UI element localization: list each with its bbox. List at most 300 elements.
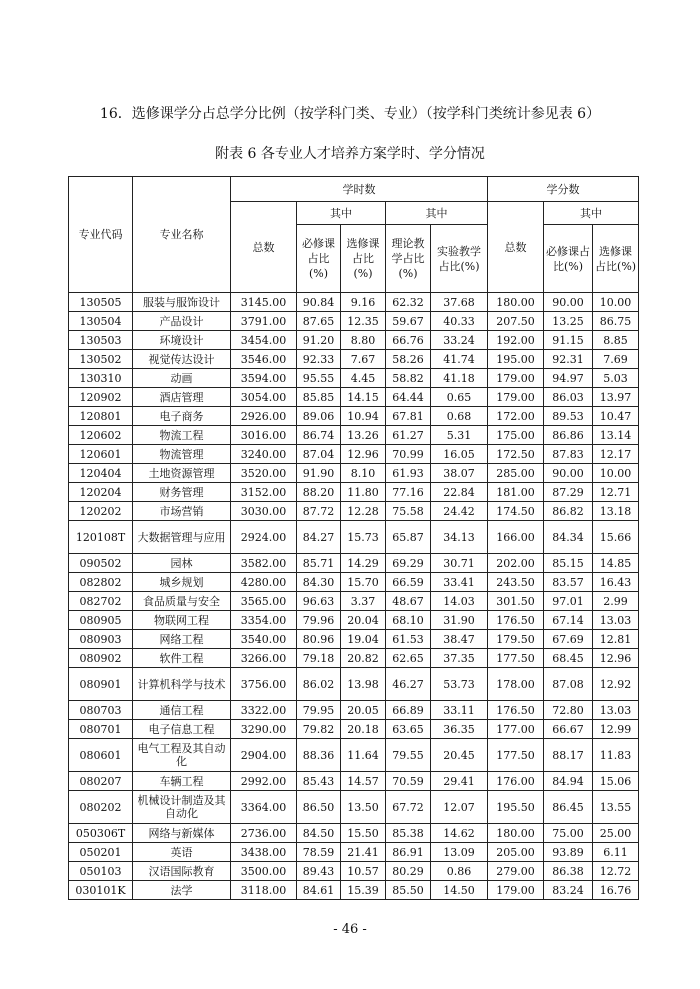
cell-lab: 40.33 bbox=[431, 312, 488, 331]
header-total-hours: 总数 bbox=[231, 202, 297, 293]
table-row bbox=[69, 649, 639, 668]
cell-lab: 0.65 bbox=[431, 388, 488, 407]
header-elective-credits: 选修课占比(%) bbox=[593, 225, 639, 293]
cell-theory: 77.16 bbox=[386, 483, 431, 502]
cell-elective-hours: 13.26 bbox=[341, 426, 386, 445]
cell-code: 130504 bbox=[69, 312, 133, 331]
cell-lab: 5.31 bbox=[431, 426, 488, 445]
cell-lab: 0.68 bbox=[431, 407, 488, 426]
cell-theory: 58.26 bbox=[386, 350, 431, 369]
cell-total-credits: 202.00 bbox=[488, 554, 544, 573]
cell-lab: 33.24 bbox=[431, 331, 488, 350]
cell-lab: 31.90 bbox=[431, 611, 488, 630]
cell-elective-hours: 15.39 bbox=[341, 881, 386, 900]
cell-name: 物联网工程 bbox=[133, 611, 231, 630]
cell-code: 120404 bbox=[69, 464, 133, 483]
cell-name: 大数据管理与应用 bbox=[133, 521, 231, 554]
cell-total-credits: 195.00 bbox=[488, 350, 544, 369]
cell-total-hours: 3016.00 bbox=[231, 426, 297, 445]
cell-elective-hours: 3.37 bbox=[341, 592, 386, 611]
cell-lab: 30.71 bbox=[431, 554, 488, 573]
cell-name: 视觉传达设计 bbox=[133, 350, 231, 369]
cell-elective-credits: 13.03 bbox=[593, 611, 639, 630]
cell-elective-hours: 13.98 bbox=[341, 668, 386, 701]
table-row bbox=[69, 502, 639, 521]
cell-elective-credits: 2.99 bbox=[593, 592, 639, 611]
table-row bbox=[69, 772, 639, 791]
cell-total-hours: 3791.00 bbox=[231, 312, 297, 331]
cell-required-credits: 83.24 bbox=[544, 881, 593, 900]
cell-required-credits: 75.00 bbox=[544, 824, 593, 843]
cell-name: 财务管理 bbox=[133, 483, 231, 502]
table-row bbox=[69, 445, 639, 464]
header-total-credits: 总数 bbox=[488, 202, 544, 293]
cell-elective-credits: 12.71 bbox=[593, 483, 639, 502]
cell-required-credits: 13.25 bbox=[544, 312, 593, 331]
cell-elective-credits: 10.00 bbox=[593, 293, 639, 312]
cell-theory: 62.65 bbox=[386, 649, 431, 668]
cell-required-credits: 84.94 bbox=[544, 772, 593, 791]
cell-total-credits: 195.50 bbox=[488, 791, 544, 824]
cell-elective-credits: 12.96 bbox=[593, 649, 639, 668]
cell-theory: 67.81 bbox=[386, 407, 431, 426]
cell-required-credits: 72.80 bbox=[544, 701, 593, 720]
table-row bbox=[69, 791, 639, 824]
cell-elective-hours: 7.67 bbox=[341, 350, 386, 369]
cell-name: 英语 bbox=[133, 843, 231, 862]
cell-theory: 59.67 bbox=[386, 312, 431, 331]
cell-elective-hours: 20.82 bbox=[341, 649, 386, 668]
cell-code: 080901 bbox=[69, 668, 133, 701]
cell-total-hours: 3364.00 bbox=[231, 791, 297, 824]
cell-code: 130502 bbox=[69, 350, 133, 369]
table-row bbox=[69, 407, 639, 426]
cell-required-hours: 92.33 bbox=[297, 350, 341, 369]
cell-lab: 13.09 bbox=[431, 843, 488, 862]
header-of-which-teaching: 其中 bbox=[386, 202, 488, 225]
table-row bbox=[69, 388, 639, 407]
cell-required-credits: 91.15 bbox=[544, 331, 593, 350]
cell-code: 120202 bbox=[69, 502, 133, 521]
cell-required-hours: 88.36 bbox=[297, 739, 341, 772]
cell-lab: 38.07 bbox=[431, 464, 488, 483]
cell-required-hours: 84.61 bbox=[297, 881, 341, 900]
cell-code: 080902 bbox=[69, 649, 133, 668]
cell-elective-credits: 13.03 bbox=[593, 701, 639, 720]
cell-name: 园林 bbox=[133, 554, 231, 573]
cell-name: 市场营销 bbox=[133, 502, 231, 521]
table-row bbox=[69, 824, 639, 843]
cell-elective-credits: 16.43 bbox=[593, 573, 639, 592]
cell-code: 080202 bbox=[69, 791, 133, 824]
cell-required-hours: 85.43 bbox=[297, 772, 341, 791]
cell-elective-credits: 8.85 bbox=[593, 331, 639, 350]
cell-theory: 61.93 bbox=[386, 464, 431, 483]
cell-elective-credits: 14.85 bbox=[593, 554, 639, 573]
cell-lab: 24.42 bbox=[431, 502, 488, 521]
cell-elective-hours: 20.04 bbox=[341, 611, 386, 630]
cell-lab: 41.18 bbox=[431, 369, 488, 388]
cell-code: 050306T bbox=[69, 824, 133, 843]
cell-lab: 33.11 bbox=[431, 701, 488, 720]
cell-code: 030101K bbox=[69, 881, 133, 900]
cell-theory: 86.91 bbox=[386, 843, 431, 862]
cell-required-credits: 85.15 bbox=[544, 554, 593, 573]
cell-code: 120601 bbox=[69, 445, 133, 464]
cell-code: 130505 bbox=[69, 293, 133, 312]
cell-theory: 62.32 bbox=[386, 293, 431, 312]
cell-name: 城乡规划 bbox=[133, 573, 231, 592]
table-row bbox=[69, 573, 639, 592]
cell-total-hours: 3438.00 bbox=[231, 843, 297, 862]
cell-total-hours: 3594.00 bbox=[231, 369, 297, 388]
curriculum-table bbox=[68, 176, 639, 900]
table-row bbox=[69, 701, 639, 720]
header-hours-group: 学时数 bbox=[231, 177, 488, 202]
cell-required-hours: 86.50 bbox=[297, 791, 341, 824]
cell-required-credits: 87.83 bbox=[544, 445, 593, 464]
table-row bbox=[69, 554, 639, 573]
cell-lab: 20.45 bbox=[431, 739, 488, 772]
cell-elective-hours: 12.28 bbox=[341, 502, 386, 521]
cell-required-credits: 87.08 bbox=[544, 668, 593, 701]
cell-required-credits: 89.53 bbox=[544, 407, 593, 426]
table-row bbox=[69, 668, 639, 701]
table-row bbox=[69, 331, 639, 350]
cell-lab: 33.41 bbox=[431, 573, 488, 592]
cell-name: 软件工程 bbox=[133, 649, 231, 668]
cell-lab: 34.13 bbox=[431, 521, 488, 554]
cell-lab: 41.74 bbox=[431, 350, 488, 369]
cell-elective-hours: 10.57 bbox=[341, 862, 386, 881]
cell-required-credits: 66.67 bbox=[544, 720, 593, 739]
cell-total-hours: 3240.00 bbox=[231, 445, 297, 464]
cell-total-hours: 3145.00 bbox=[231, 293, 297, 312]
cell-total-hours: 2924.00 bbox=[231, 521, 297, 554]
cell-required-hours: 79.95 bbox=[297, 701, 341, 720]
cell-elective-hours: 15.70 bbox=[341, 573, 386, 592]
cell-elective-credits: 13.18 bbox=[593, 502, 639, 521]
cell-total-credits: 174.50 bbox=[488, 502, 544, 521]
header-lab: 实验教学占比(%) bbox=[431, 225, 488, 293]
cell-total-credits: 175.00 bbox=[488, 426, 544, 445]
cell-elective-credits: 86.75 bbox=[593, 312, 639, 331]
cell-total-hours: 3520.00 bbox=[231, 464, 297, 483]
cell-total-hours: 3565.00 bbox=[231, 592, 297, 611]
header-required-hours: 必修课占比(%) bbox=[297, 225, 341, 293]
cell-required-credits: 90.00 bbox=[544, 293, 593, 312]
cell-elective-credits: 12.99 bbox=[593, 720, 639, 739]
cell-theory: 85.38 bbox=[386, 824, 431, 843]
cell-required-credits: 88.17 bbox=[544, 739, 593, 772]
cell-required-hours: 91.90 bbox=[297, 464, 341, 483]
cell-total-hours: 3582.00 bbox=[231, 554, 297, 573]
cell-theory: 66.59 bbox=[386, 573, 431, 592]
cell-total-credits: 243.50 bbox=[488, 573, 544, 592]
cell-total-credits: 176.50 bbox=[488, 701, 544, 720]
cell-name: 食品质量与安全 bbox=[133, 592, 231, 611]
cell-total-hours: 4280.00 bbox=[231, 573, 297, 592]
cell-required-hours: 89.06 bbox=[297, 407, 341, 426]
cell-total-hours: 3546.00 bbox=[231, 350, 297, 369]
cell-theory: 63.65 bbox=[386, 720, 431, 739]
cell-total-credits: 179.50 bbox=[488, 630, 544, 649]
cell-lab: 16.05 bbox=[431, 445, 488, 464]
cell-elective-hours: 12.96 bbox=[341, 445, 386, 464]
cell-elective-credits: 25.00 bbox=[593, 824, 639, 843]
cell-lab: 36.35 bbox=[431, 720, 488, 739]
cell-theory: 70.59 bbox=[386, 772, 431, 791]
cell-elective-hours: 14.29 bbox=[341, 554, 386, 573]
cell-theory: 61.53 bbox=[386, 630, 431, 649]
cell-required-hours: 80.96 bbox=[297, 630, 341, 649]
cell-elective-hours: 20.18 bbox=[341, 720, 386, 739]
cell-total-credits: 207.50 bbox=[488, 312, 544, 331]
cell-elective-hours: 8.80 bbox=[341, 331, 386, 350]
cell-required-hours: 79.96 bbox=[297, 611, 341, 630]
cell-required-hours: 90.84 bbox=[297, 293, 341, 312]
cell-theory: 70.99 bbox=[386, 445, 431, 464]
cell-code: 120602 bbox=[69, 426, 133, 445]
cell-elective-credits: 16.76 bbox=[593, 881, 639, 900]
cell-total-hours: 3266.00 bbox=[231, 649, 297, 668]
cell-elective-hours: 4.45 bbox=[341, 369, 386, 388]
cell-theory: 67.72 bbox=[386, 791, 431, 824]
cell-elective-hours: 12.35 bbox=[341, 312, 386, 331]
header-code: 专业代码 bbox=[69, 177, 133, 293]
cell-name: 电子信息工程 bbox=[133, 720, 231, 739]
cell-required-hours: 79.18 bbox=[297, 649, 341, 668]
cell-total-credits: 192.00 bbox=[488, 331, 544, 350]
cell-elective-credits: 12.17 bbox=[593, 445, 639, 464]
cell-required-credits: 87.29 bbox=[544, 483, 593, 502]
cell-required-credits: 83.57 bbox=[544, 573, 593, 592]
cell-name: 环境设计 bbox=[133, 331, 231, 350]
cell-required-credits: 86.38 bbox=[544, 862, 593, 881]
cell-lab: 38.47 bbox=[431, 630, 488, 649]
cell-elective-hours: 10.94 bbox=[341, 407, 386, 426]
cell-required-credits: 86.03 bbox=[544, 388, 593, 407]
cell-elective-hours: 20.05 bbox=[341, 701, 386, 720]
cell-total-credits: 166.00 bbox=[488, 521, 544, 554]
cell-name: 网络工程 bbox=[133, 630, 231, 649]
cell-code: 050103 bbox=[69, 862, 133, 881]
cell-elective-hours: 11.64 bbox=[341, 739, 386, 772]
cell-total-hours: 3500.00 bbox=[231, 862, 297, 881]
cell-theory: 61.27 bbox=[386, 426, 431, 445]
page-number: - 46 - bbox=[333, 922, 367, 937]
cell-required-credits: 97.01 bbox=[544, 592, 593, 611]
cell-total-credits: 177.50 bbox=[488, 739, 544, 772]
cell-total-hours: 2926.00 bbox=[231, 407, 297, 426]
table-row bbox=[69, 739, 639, 772]
header-of-which-hours: 其中 bbox=[297, 202, 386, 225]
cell-required-credits: 92.31 bbox=[544, 350, 593, 369]
cell-code: 080905 bbox=[69, 611, 133, 630]
cell-elective-credits: 12.81 bbox=[593, 630, 639, 649]
cell-name: 土地资源管理 bbox=[133, 464, 231, 483]
header-of-which-credits: 其中 bbox=[544, 202, 639, 225]
cell-name: 法学 bbox=[133, 881, 231, 900]
cell-total-credits: 205.00 bbox=[488, 843, 544, 862]
cell-total-credits: 179.00 bbox=[488, 369, 544, 388]
cell-required-credits: 86.45 bbox=[544, 791, 593, 824]
cell-total-hours: 2736.00 bbox=[231, 824, 297, 843]
cell-theory: 65.87 bbox=[386, 521, 431, 554]
cell-required-hours: 88.20 bbox=[297, 483, 341, 502]
cell-elective-hours: 14.15 bbox=[341, 388, 386, 407]
cell-lab: 29.41 bbox=[431, 772, 488, 791]
cell-elective-credits: 7.69 bbox=[593, 350, 639, 369]
cell-total-credits: 177.50 bbox=[488, 649, 544, 668]
cell-lab: 0.86 bbox=[431, 862, 488, 881]
cell-name: 服装与服饰设计 bbox=[133, 293, 231, 312]
cell-lab: 22.84 bbox=[431, 483, 488, 502]
cell-name: 网络与新媒体 bbox=[133, 824, 231, 843]
cell-required-hours: 78.59 bbox=[297, 843, 341, 862]
cell-elective-credits: 6.11 bbox=[593, 843, 639, 862]
table-row bbox=[69, 862, 639, 881]
cell-total-hours: 3290.00 bbox=[231, 720, 297, 739]
cell-total-hours: 3540.00 bbox=[231, 630, 297, 649]
cell-elective-credits: 13.55 bbox=[593, 791, 639, 824]
table-row bbox=[69, 483, 639, 502]
cell-lab: 37.68 bbox=[431, 293, 488, 312]
cell-name: 酒店管理 bbox=[133, 388, 231, 407]
header-required-credits: 必修课占比(%) bbox=[544, 225, 593, 293]
cell-code: 130310 bbox=[69, 369, 133, 388]
cell-total-hours: 3118.00 bbox=[231, 881, 297, 900]
cell-name: 汉语国际教育 bbox=[133, 862, 231, 881]
cell-total-hours: 3030.00 bbox=[231, 502, 297, 521]
cell-total-hours: 3054.00 bbox=[231, 388, 297, 407]
table-row bbox=[69, 369, 639, 388]
cell-required-hours: 86.02 bbox=[297, 668, 341, 701]
cell-required-credits: 68.45 bbox=[544, 649, 593, 668]
cell-total-credits: 177.00 bbox=[488, 720, 544, 739]
cell-elective-hours: 9.16 bbox=[341, 293, 386, 312]
cell-required-credits: 90.00 bbox=[544, 464, 593, 483]
cell-required-hours: 84.30 bbox=[297, 573, 341, 592]
cell-theory: 58.82 bbox=[386, 369, 431, 388]
cell-name: 计算机科学与技术 bbox=[133, 668, 231, 701]
cell-theory: 64.44 bbox=[386, 388, 431, 407]
cell-code: 120204 bbox=[69, 483, 133, 502]
cell-required-hours: 87.04 bbox=[297, 445, 341, 464]
table-row bbox=[69, 521, 639, 554]
table-row bbox=[69, 464, 639, 483]
cell-elective-credits: 12.92 bbox=[593, 668, 639, 701]
cell-elective-credits: 15.06 bbox=[593, 772, 639, 791]
cell-total-credits: 172.00 bbox=[488, 407, 544, 426]
table-body bbox=[69, 293, 639, 900]
cell-elective-credits: 10.47 bbox=[593, 407, 639, 426]
cell-code: 082702 bbox=[69, 592, 133, 611]
cell-theory: 66.89 bbox=[386, 701, 431, 720]
cell-elective-hours: 21.41 bbox=[341, 843, 386, 862]
section-heading: 16．选修课学分占总学分比例（按学科门类、专业）（按学科门类统计参见表 6） bbox=[99, 106, 601, 122]
cell-required-hours: 96.63 bbox=[297, 592, 341, 611]
cell-code: 080601 bbox=[69, 739, 133, 772]
cell-code: 130503 bbox=[69, 331, 133, 350]
cell-elective-credits: 12.72 bbox=[593, 862, 639, 881]
cell-total-credits: 180.00 bbox=[488, 293, 544, 312]
cell-required-hours: 87.72 bbox=[297, 502, 341, 521]
cell-theory: 68.10 bbox=[386, 611, 431, 630]
cell-required-credits: 67.14 bbox=[544, 611, 593, 630]
table-row bbox=[69, 312, 639, 331]
cell-code: 050201 bbox=[69, 843, 133, 862]
header-theory: 理论教学占比(%) bbox=[386, 225, 431, 293]
cell-elective-credits: 13.97 bbox=[593, 388, 639, 407]
cell-total-credits: 285.00 bbox=[488, 464, 544, 483]
cell-name: 电子商务 bbox=[133, 407, 231, 426]
cell-code: 120108T bbox=[69, 521, 133, 554]
cell-required-hours: 87.65 bbox=[297, 312, 341, 331]
header-name: 专业名称 bbox=[133, 177, 231, 293]
cell-elective-credits: 10.00 bbox=[593, 464, 639, 483]
cell-required-credits: 67.69 bbox=[544, 630, 593, 649]
cell-theory: 80.29 bbox=[386, 862, 431, 881]
cell-required-credits: 86.82 bbox=[544, 502, 593, 521]
cell-theory: 48.67 bbox=[386, 592, 431, 611]
cell-name: 电气工程及其自动化 bbox=[133, 739, 231, 772]
cell-code: 080207 bbox=[69, 772, 133, 791]
cell-theory: 69.29 bbox=[386, 554, 431, 573]
cell-theory: 85.50 bbox=[386, 881, 431, 900]
cell-required-hours: 79.82 bbox=[297, 720, 341, 739]
cell-lab: 53.73 bbox=[431, 668, 488, 701]
cell-total-credits: 172.50 bbox=[488, 445, 544, 464]
cell-name: 车辆工程 bbox=[133, 772, 231, 791]
cell-theory: 79.55 bbox=[386, 739, 431, 772]
cell-code: 082802 bbox=[69, 573, 133, 592]
cell-required-hours: 86.74 bbox=[297, 426, 341, 445]
cell-theory: 46.27 bbox=[386, 668, 431, 701]
cell-total-hours: 3454.00 bbox=[231, 331, 297, 350]
cell-total-credits: 279.00 bbox=[488, 862, 544, 881]
cell-lab: 14.62 bbox=[431, 824, 488, 843]
cell-name: 产品设计 bbox=[133, 312, 231, 331]
cell-total-hours: 2992.00 bbox=[231, 772, 297, 791]
cell-required-hours: 84.27 bbox=[297, 521, 341, 554]
cell-required-hours: 85.85 bbox=[297, 388, 341, 407]
cell-elective-credits: 13.14 bbox=[593, 426, 639, 445]
table-row bbox=[69, 611, 639, 630]
cell-elective-hours: 11.80 bbox=[341, 483, 386, 502]
cell-total-credits: 176.50 bbox=[488, 611, 544, 630]
table-row bbox=[69, 881, 639, 900]
cell-total-credits: 178.00 bbox=[488, 668, 544, 701]
cell-theory: 75.58 bbox=[386, 502, 431, 521]
table-row bbox=[69, 843, 639, 862]
table-row bbox=[69, 630, 639, 649]
table-row bbox=[69, 293, 639, 312]
table-row bbox=[69, 592, 639, 611]
cell-code: 120801 bbox=[69, 407, 133, 426]
cell-code: 120902 bbox=[69, 388, 133, 407]
cell-code: 090502 bbox=[69, 554, 133, 573]
cell-code: 080703 bbox=[69, 701, 133, 720]
cell-required-hours: 85.71 bbox=[297, 554, 341, 573]
cell-required-credits: 84.34 bbox=[544, 521, 593, 554]
cell-total-hours: 3152.00 bbox=[231, 483, 297, 502]
cell-elective-hours: 14.57 bbox=[341, 772, 386, 791]
cell-total-credits: 179.00 bbox=[488, 388, 544, 407]
cell-total-hours: 3354.00 bbox=[231, 611, 297, 630]
table-row bbox=[69, 720, 639, 739]
cell-name: 物流管理 bbox=[133, 445, 231, 464]
